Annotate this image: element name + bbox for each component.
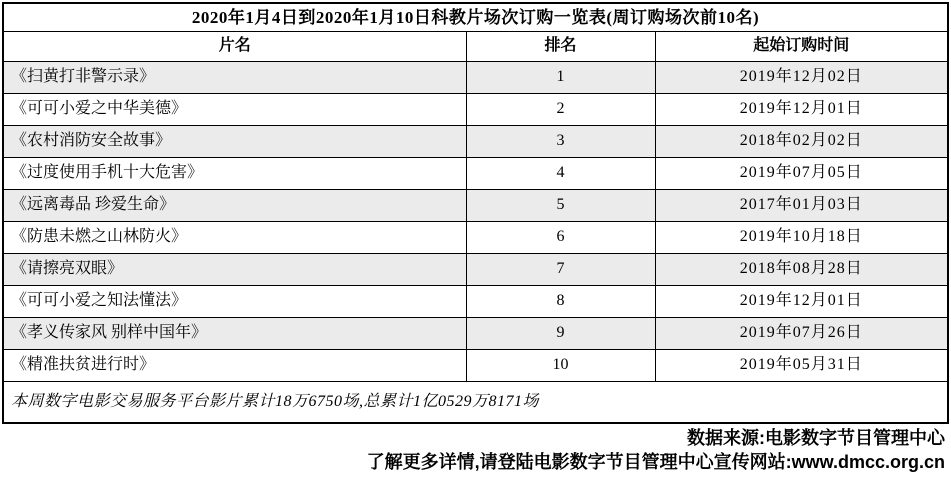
start-date-cell: 2019年07月05日 (655, 157, 948, 189)
column-header-film: 片名 (3, 31, 466, 61)
start-date-cell: 2019年10月18日 (655, 221, 948, 253)
film-name-cell: 《防患未燃之山林防火》 (3, 221, 466, 253)
table-header-row (3, 31, 948, 61)
table-title: 2020年1月4日到2020年1月10日科教片场次订购一览表(周订购场次前10名) (3, 3, 948, 31)
table-row (3, 125, 948, 157)
rank-cell: 1 (466, 61, 655, 93)
rank-cell: 10 (466, 349, 655, 381)
start-date-cell: 2017年01月03日 (655, 189, 948, 221)
rank-cell: 6 (466, 221, 655, 253)
start-date-cell: 2019年12月01日 (655, 285, 948, 317)
table-row (3, 93, 948, 125)
film-name-cell: 《过度使用手机十大危害》 (3, 157, 466, 189)
rank-cell: 8 (466, 285, 655, 317)
film-name-cell: 《扫黄打非警示录》 (3, 61, 466, 93)
rank-cell: 4 (466, 157, 655, 189)
table-row (3, 317, 948, 349)
table-row (3, 157, 948, 189)
film-name-cell: 《农村消防安全故事》 (3, 125, 466, 157)
rank-cell: 2 (466, 93, 655, 125)
rank-cell: 5 (466, 189, 655, 221)
start-date-cell: 2019年07月26日 (655, 317, 948, 349)
start-date-cell: 2019年05月31日 (655, 349, 948, 381)
start-date-cell: 2018年02月02日 (655, 125, 948, 157)
table-row (3, 285, 948, 317)
film-name-cell: 《可可小爱之中华美德》 (3, 93, 466, 125)
table-row (3, 189, 948, 221)
start-date-cell: 2019年12月02日 (655, 61, 948, 93)
bottom-notes (5, 426, 945, 474)
more-info-line: 了解更多详情,请登陆电影数字节目管理中心宣传网站:www.dmcc.org.cn (366, 452, 945, 472)
film-name-cell: 《精准扶贫进行时》 (3, 349, 466, 381)
start-date-cell: 2019年12月01日 (655, 93, 948, 125)
table-body (3, 61, 948, 381)
data-source-line: 数据来源:电影数字节目管理中心 (687, 428, 945, 448)
start-date-cell: 2018年08月28日 (655, 253, 948, 285)
rank-cell: 3 (466, 125, 655, 157)
ranking-table (2, 2, 949, 424)
column-header-rank: 排名 (466, 31, 655, 61)
film-name-cell: 《请擦亮双眼》 (3, 253, 466, 285)
rank-cell: 9 (466, 317, 655, 349)
film-name-cell: 《可可小爱之知法懂法》 (3, 285, 466, 317)
table-title-row (3, 3, 948, 31)
table-summary-row (3, 381, 948, 423)
table-row (3, 253, 948, 285)
table-row (3, 221, 948, 253)
film-name-cell: 《远离毒品 珍爱生命》 (3, 189, 466, 221)
column-header-date: 起始订购时间 (655, 31, 948, 61)
table-row (3, 61, 948, 93)
table-row (3, 349, 948, 381)
film-name-cell: 《孝义传家风 别样中国年》 (3, 317, 466, 349)
weekly-summary-text: 本周数字电影交易服务平台影片累计18万6750场,总累计1亿0529万8171场 (3, 381, 948, 423)
rank-cell: 7 (466, 253, 655, 285)
